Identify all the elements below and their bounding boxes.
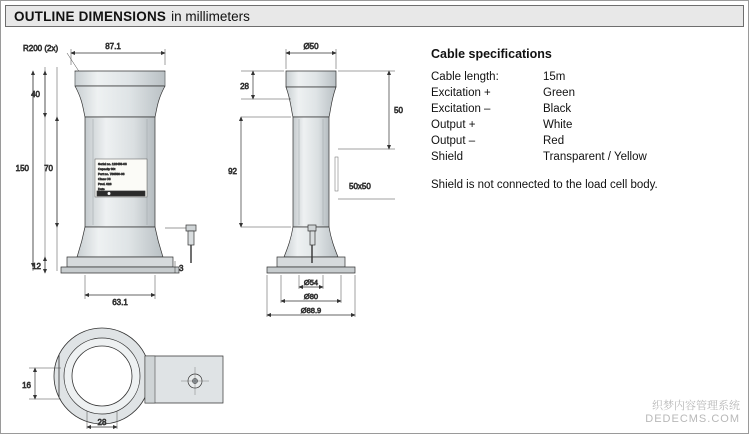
svg-text:50: 50 <box>394 106 403 115</box>
spec-value: Green <box>543 87 575 99</box>
svg-text:16: 16 <box>22 381 31 390</box>
svg-text:28: 28 <box>97 418 107 427</box>
page-title: OUTLINE DIMENSIONS <box>14 8 167 24</box>
svg-text:Date: Date <box>98 187 105 191</box>
svg-text:Ø88.9: Ø88.9 <box>300 306 322 315</box>
section-header <box>5 5 744 27</box>
spec-value: 15m <box>543 71 566 83</box>
table-row <box>431 103 647 119</box>
svg-text:50x50: 50x50 <box>349 182 371 191</box>
svg-text:Capacity 30t: Capacity 30t <box>98 167 116 171</box>
svg-text:Class C3: Class C3 <box>98 177 111 181</box>
cable-spec-table <box>431 71 647 167</box>
watermark-line-2: DEDECMS.COM <box>645 413 740 426</box>
watermark <box>645 400 740 428</box>
svg-text:R200 (2x): R200 (2x) <box>23 44 59 53</box>
spec-label: Shield <box>431 151 463 163</box>
table-row <box>431 151 647 167</box>
svg-text:Serial no. 123456-03: Serial no. 123456-03 <box>98 162 127 166</box>
svg-text:Ø50: Ø50 <box>303 42 319 51</box>
table-row <box>431 71 647 87</box>
table-row <box>431 87 647 103</box>
spec-label: Output + <box>431 119 476 131</box>
table-row <box>431 119 647 135</box>
svg-text:Part no. 786560-03: Part no. 786560-03 <box>98 172 125 176</box>
svg-text:40: 40 <box>31 90 40 99</box>
page-subtitle: in millimeters <box>171 8 250 24</box>
shield-note: Shield is not connected to the load cell body. <box>431 179 658 191</box>
svg-text:12: 12 <box>32 262 41 271</box>
watermark-line-1: 织梦内容管理系统 <box>652 399 740 412</box>
svg-text:63.1: 63.1 <box>112 298 128 307</box>
svg-text:28: 28 <box>240 82 249 91</box>
cable-spec-heading: Cable specifications <box>431 47 552 61</box>
spec-value: Black <box>543 103 572 115</box>
spec-value: White <box>543 119 573 131</box>
spec-value: Transparent / Yellow <box>543 151 647 163</box>
svg-text:Ø54: Ø54 <box>303 278 319 287</box>
svg-text:Ø80: Ø80 <box>303 292 319 301</box>
svg-text:70: 70 <box>44 164 53 173</box>
svg-text:92: 92 <box>228 167 237 176</box>
spec-label: Cable length: <box>431 71 499 83</box>
svg-text:87.1: 87.1 <box>105 42 121 51</box>
spec-label: Output – <box>431 135 476 147</box>
svg-text:Prod. 026: Prod. 026 <box>98 182 112 186</box>
technical-drawing <box>5 31 415 429</box>
cable-specifications <box>431 47 731 191</box>
spec-label: Excitation + <box>431 87 491 99</box>
svg-text:150: 150 <box>15 164 29 173</box>
table-row <box>431 135 647 151</box>
spec-value: Red <box>543 135 565 147</box>
svg-text:3: 3 <box>179 264 184 273</box>
spec-label: Excitation – <box>431 103 491 115</box>
